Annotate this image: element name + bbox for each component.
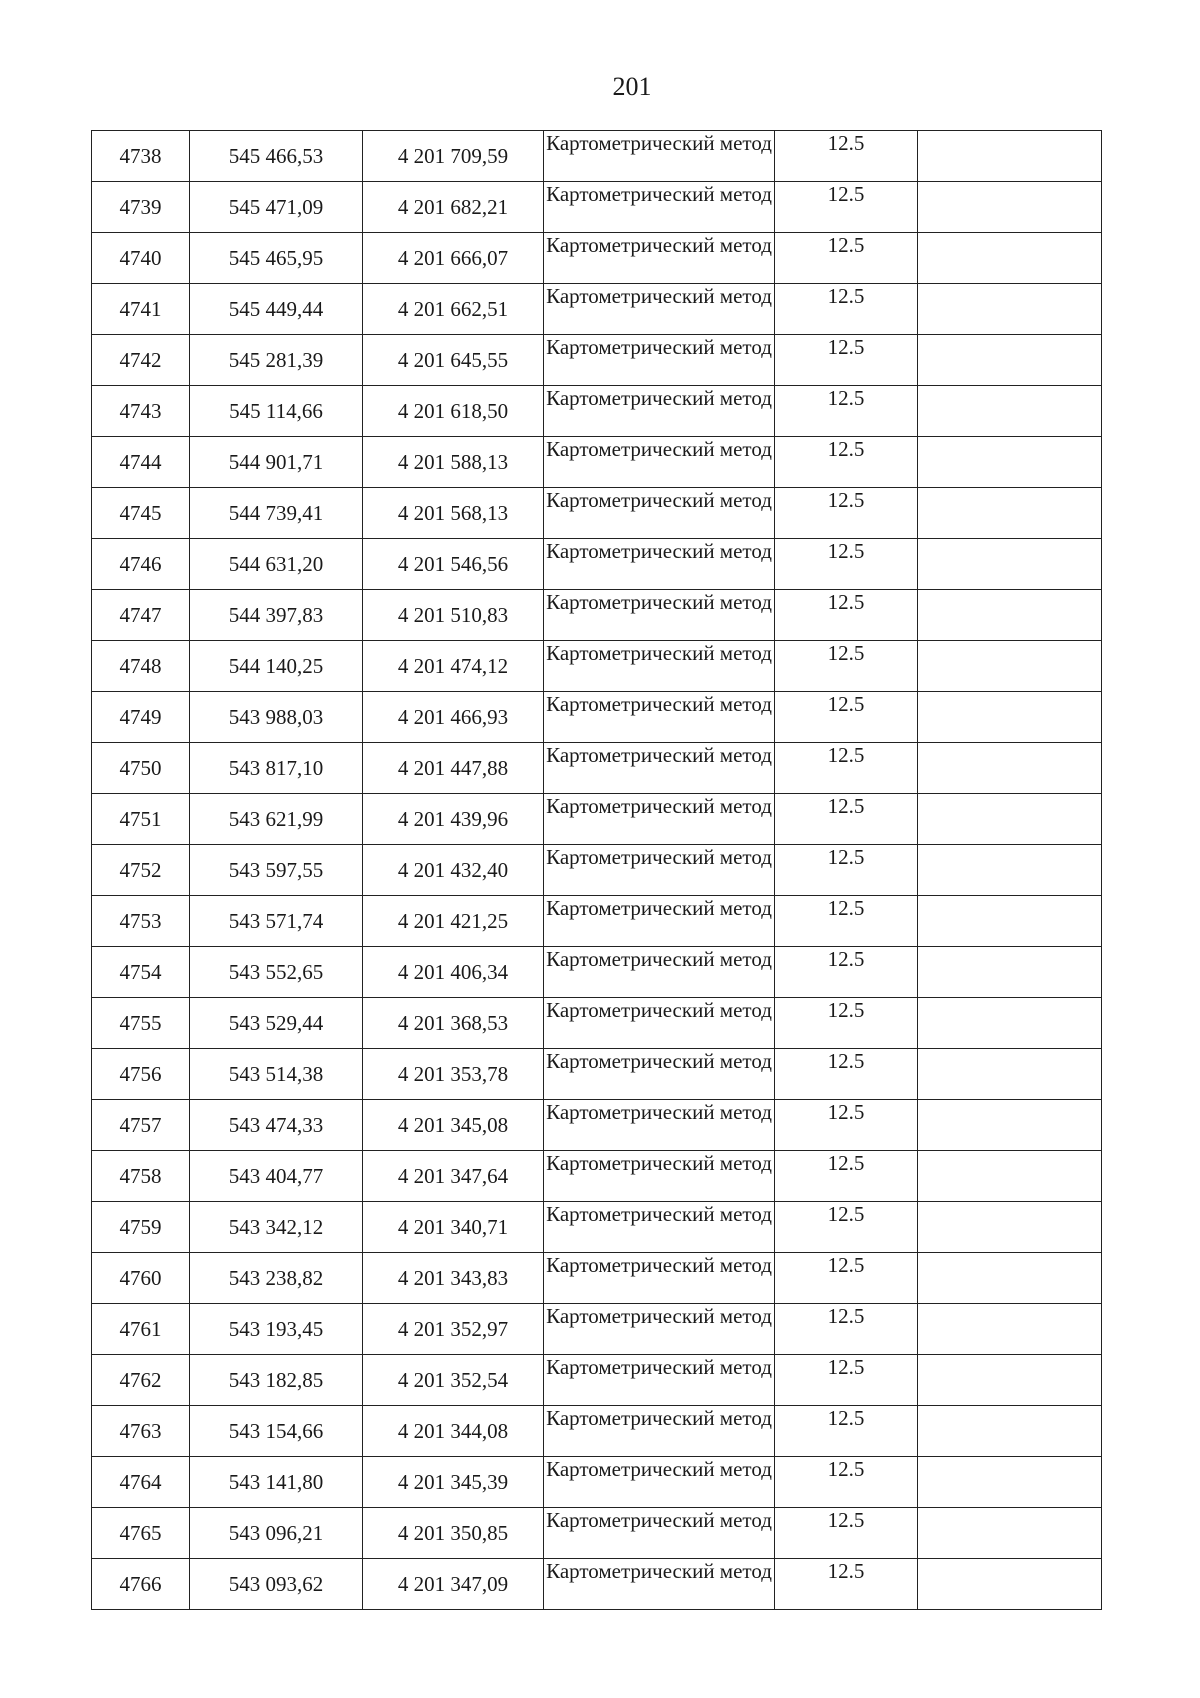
point-number-cell: 4762: [92, 1355, 190, 1406]
accuracy-cell: 12.5: [775, 386, 918, 437]
x-coordinate-cell: 543 817,10: [190, 743, 363, 794]
empty-cell: [918, 1508, 1102, 1559]
method-cell: Картометрический метод: [544, 437, 775, 488]
y-coordinate-cell: 4 201 709,59: [363, 131, 544, 182]
accuracy-cell: 12.5: [775, 1304, 918, 1355]
accuracy-cell: 12.5: [775, 1457, 918, 1508]
empty-cell: [918, 947, 1102, 998]
x-coordinate-cell: 543 342,12: [190, 1202, 363, 1253]
x-coordinate-cell: 544 397,83: [190, 590, 363, 641]
point-number-cell: 4751: [92, 794, 190, 845]
point-number-cell: 4752: [92, 845, 190, 896]
table-row: [92, 1049, 1102, 1100]
x-coordinate-cell: 545 281,39: [190, 335, 363, 386]
y-coordinate-cell: 4 201 406,34: [363, 947, 544, 998]
empty-cell: [918, 1202, 1102, 1253]
x-coordinate-cell: 545 114,66: [190, 386, 363, 437]
table-row: [92, 233, 1102, 284]
point-number-cell: 4739: [92, 182, 190, 233]
point-number-cell: 4763: [92, 1406, 190, 1457]
x-coordinate-cell: 543 514,38: [190, 1049, 363, 1100]
table-row: [92, 488, 1102, 539]
method-cell: Картометрический метод: [544, 590, 775, 641]
point-number-cell: 4738: [92, 131, 190, 182]
point-number-cell: 4754: [92, 947, 190, 998]
point-number-cell: 4749: [92, 692, 190, 743]
accuracy-cell: 12.5: [775, 947, 918, 998]
x-coordinate-cell: 543 597,55: [190, 845, 363, 896]
table-row: [92, 182, 1102, 233]
empty-cell: [918, 539, 1102, 590]
accuracy-cell: 12.5: [775, 1355, 918, 1406]
x-coordinate-cell: 544 140,25: [190, 641, 363, 692]
method-cell: Картометрический метод: [544, 947, 775, 998]
empty-cell: [918, 488, 1102, 539]
y-coordinate-cell: 4 201 368,53: [363, 998, 544, 1049]
y-coordinate-cell: 4 201 347,64: [363, 1151, 544, 1202]
point-number-cell: 4748: [92, 641, 190, 692]
point-number-cell: 4747: [92, 590, 190, 641]
empty-cell: [918, 1406, 1102, 1457]
method-cell: Картометрический метод: [544, 1457, 775, 1508]
table-row: [92, 131, 1102, 182]
empty-cell: [918, 284, 1102, 335]
accuracy-cell: 12.5: [775, 1406, 918, 1457]
x-coordinate-cell: 545 471,09: [190, 182, 363, 233]
method-cell: Картометрический метод: [544, 335, 775, 386]
x-coordinate-cell: 543 529,44: [190, 998, 363, 1049]
method-cell: Картометрический метод: [544, 1100, 775, 1151]
method-cell: Картометрический метод: [544, 998, 775, 1049]
accuracy-cell: 12.5: [775, 539, 918, 590]
point-number-cell: 4746: [92, 539, 190, 590]
table-row: [92, 743, 1102, 794]
point-number-cell: 4761: [92, 1304, 190, 1355]
y-coordinate-cell: 4 201 432,40: [363, 845, 544, 896]
empty-cell: [918, 335, 1102, 386]
method-cell: Картометрический метод: [544, 182, 775, 233]
x-coordinate-cell: 543 093,62: [190, 1559, 363, 1610]
accuracy-cell: 12.5: [775, 692, 918, 743]
accuracy-cell: 12.5: [775, 1151, 918, 1202]
method-cell: Картометрический метод: [544, 386, 775, 437]
method-cell: Картометрический метод: [544, 284, 775, 335]
x-coordinate-cell: 543 474,33: [190, 1100, 363, 1151]
x-coordinate-cell: 545 466,53: [190, 131, 363, 182]
x-coordinate-cell: 545 449,44: [190, 284, 363, 335]
x-coordinate-cell: 543 154,66: [190, 1406, 363, 1457]
method-cell: Картометрический метод: [544, 845, 775, 896]
x-coordinate-cell: 543 988,03: [190, 692, 363, 743]
empty-cell: [918, 692, 1102, 743]
accuracy-cell: 12.5: [775, 641, 918, 692]
empty-cell: [918, 182, 1102, 233]
y-coordinate-cell: 4 201 588,13: [363, 437, 544, 488]
empty-cell: [918, 1049, 1102, 1100]
empty-cell: [918, 998, 1102, 1049]
page-number: 201: [612, 72, 652, 101]
y-coordinate-cell: 4 201 421,25: [363, 896, 544, 947]
accuracy-cell: 12.5: [775, 1202, 918, 1253]
y-coordinate-cell: 4 201 662,51: [363, 284, 544, 335]
accuracy-cell: 12.5: [775, 1100, 918, 1151]
point-number-cell: 4765: [92, 1508, 190, 1559]
y-coordinate-cell: 4 201 645,55: [363, 335, 544, 386]
point-number-cell: 4759: [92, 1202, 190, 1253]
method-cell: Картометрический метод: [544, 539, 775, 590]
point-number-cell: 4740: [92, 233, 190, 284]
empty-cell: [918, 131, 1102, 182]
accuracy-cell: 12.5: [775, 896, 918, 947]
accuracy-cell: 12.5: [775, 845, 918, 896]
x-coordinate-cell: 543 404,77: [190, 1151, 363, 1202]
method-cell: Картометрический метод: [544, 488, 775, 539]
table-row: [92, 1100, 1102, 1151]
table-row: [92, 590, 1102, 641]
y-coordinate-cell: 4 201 510,83: [363, 590, 544, 641]
y-coordinate-cell: 4 201 344,08: [363, 1406, 544, 1457]
table-row: [92, 386, 1102, 437]
method-cell: Картометрический метод: [544, 794, 775, 845]
x-coordinate-cell: 543 238,82: [190, 1253, 363, 1304]
method-cell: Картометрический метод: [544, 1508, 775, 1559]
method-cell: Картометрический метод: [544, 1202, 775, 1253]
table-row: [92, 1202, 1102, 1253]
coordinates-table: [91, 130, 1102, 1610]
x-coordinate-cell: 544 739,41: [190, 488, 363, 539]
x-coordinate-cell: 543 193,45: [190, 1304, 363, 1355]
y-coordinate-cell: 4 201 466,93: [363, 692, 544, 743]
method-cell: Картометрический метод: [544, 1559, 775, 1610]
y-coordinate-cell: 4 201 474,12: [363, 641, 544, 692]
accuracy-cell: 12.5: [775, 1559, 918, 1610]
table-row: [92, 845, 1102, 896]
table-row: [92, 1508, 1102, 1559]
table-row: [92, 1253, 1102, 1304]
empty-cell: [918, 233, 1102, 284]
y-coordinate-cell: 4 201 352,97: [363, 1304, 544, 1355]
point-number-cell: 4764: [92, 1457, 190, 1508]
table-row: [92, 1406, 1102, 1457]
y-coordinate-cell: 4 201 347,09: [363, 1559, 544, 1610]
method-cell: Картометрический метод: [544, 1304, 775, 1355]
point-number-cell: 4744: [92, 437, 190, 488]
y-coordinate-cell: 4 201 568,13: [363, 488, 544, 539]
method-cell: Картометрический метод: [544, 1355, 775, 1406]
table-row: [92, 692, 1102, 743]
method-cell: Картометрический метод: [544, 1406, 775, 1457]
empty-cell: [918, 1100, 1102, 1151]
table-row: [92, 335, 1102, 386]
y-coordinate-cell: 4 201 447,88: [363, 743, 544, 794]
point-number-cell: 4756: [92, 1049, 190, 1100]
empty-cell: [918, 590, 1102, 641]
table-row: [92, 1355, 1102, 1406]
accuracy-cell: 12.5: [775, 131, 918, 182]
accuracy-cell: 12.5: [775, 1508, 918, 1559]
point-number-cell: 4760: [92, 1253, 190, 1304]
table-row: [92, 641, 1102, 692]
method-cell: Картометрический метод: [544, 1253, 775, 1304]
y-coordinate-cell: 4 201 682,21: [363, 182, 544, 233]
empty-cell: [918, 641, 1102, 692]
table-row: [92, 896, 1102, 947]
point-number-cell: 4753: [92, 896, 190, 947]
point-number-cell: 4755: [92, 998, 190, 1049]
accuracy-cell: 12.5: [775, 182, 918, 233]
y-coordinate-cell: 4 201 343,83: [363, 1253, 544, 1304]
coordinates-table-body: [92, 131, 1102, 1610]
empty-cell: [918, 1304, 1102, 1355]
method-cell: Картометрический метод: [544, 896, 775, 947]
y-coordinate-cell: 4 201 340,71: [363, 1202, 544, 1253]
x-coordinate-cell: 543 571,74: [190, 896, 363, 947]
method-cell: Картометрический метод: [544, 1151, 775, 1202]
empty-cell: [918, 845, 1102, 896]
table-row: [92, 998, 1102, 1049]
point-number-cell: 4758: [92, 1151, 190, 1202]
empty-cell: [918, 1253, 1102, 1304]
accuracy-cell: 12.5: [775, 233, 918, 284]
y-coordinate-cell: 4 201 352,54: [363, 1355, 544, 1406]
x-coordinate-cell: 543 182,85: [190, 1355, 363, 1406]
point-number-cell: 4745: [92, 488, 190, 539]
empty-cell: [918, 386, 1102, 437]
accuracy-cell: 12.5: [775, 437, 918, 488]
y-coordinate-cell: 4 201 439,96: [363, 794, 544, 845]
point-number-cell: 4766: [92, 1559, 190, 1610]
table-row: [92, 1151, 1102, 1202]
y-coordinate-cell: 4 201 345,08: [363, 1100, 544, 1151]
empty-cell: [918, 1457, 1102, 1508]
y-coordinate-cell: 4 201 353,78: [363, 1049, 544, 1100]
point-number-cell: 4743: [92, 386, 190, 437]
accuracy-cell: 12.5: [775, 335, 918, 386]
table-row: [92, 437, 1102, 488]
accuracy-cell: 12.5: [775, 1049, 918, 1100]
method-cell: Картометрический метод: [544, 692, 775, 743]
y-coordinate-cell: 4 201 666,07: [363, 233, 544, 284]
method-cell: Картометрический метод: [544, 233, 775, 284]
empty-cell: [918, 896, 1102, 947]
y-coordinate-cell: 4 201 345,39: [363, 1457, 544, 1508]
point-number-cell: 4750: [92, 743, 190, 794]
accuracy-cell: 12.5: [775, 743, 918, 794]
x-coordinate-cell: 543 552,65: [190, 947, 363, 998]
empty-cell: [918, 437, 1102, 488]
point-number-cell: 4742: [92, 335, 190, 386]
point-number-cell: 4757: [92, 1100, 190, 1151]
table-row: [92, 794, 1102, 845]
table-row: [92, 1559, 1102, 1610]
table-row: [92, 947, 1102, 998]
empty-cell: [918, 1355, 1102, 1406]
accuracy-cell: 12.5: [775, 794, 918, 845]
method-cell: Картометрический метод: [544, 641, 775, 692]
point-number-cell: 4741: [92, 284, 190, 335]
x-coordinate-cell: 543 141,80: [190, 1457, 363, 1508]
method-cell: Картометрический метод: [544, 743, 775, 794]
y-coordinate-cell: 4 201 618,50: [363, 386, 544, 437]
empty-cell: [918, 1151, 1102, 1202]
accuracy-cell: 12.5: [775, 488, 918, 539]
accuracy-cell: 12.5: [775, 284, 918, 335]
empty-cell: [918, 1559, 1102, 1610]
table-row: [92, 1457, 1102, 1508]
table-row: [92, 539, 1102, 590]
y-coordinate-cell: 4 201 546,56: [363, 539, 544, 590]
x-coordinate-cell: 544 901,71: [190, 437, 363, 488]
method-cell: Картометрический метод: [544, 1049, 775, 1100]
empty-cell: [918, 743, 1102, 794]
x-coordinate-cell: 545 465,95: [190, 233, 363, 284]
accuracy-cell: 12.5: [775, 998, 918, 1049]
x-coordinate-cell: 544 631,20: [190, 539, 363, 590]
table-row: [92, 284, 1102, 335]
y-coordinate-cell: 4 201 350,85: [363, 1508, 544, 1559]
method-cell: Картометрический метод: [544, 131, 775, 182]
accuracy-cell: 12.5: [775, 1253, 918, 1304]
accuracy-cell: 12.5: [775, 590, 918, 641]
x-coordinate-cell: 543 096,21: [190, 1508, 363, 1559]
table-row: [92, 1304, 1102, 1355]
x-coordinate-cell: 543 621,99: [190, 794, 363, 845]
empty-cell: [918, 794, 1102, 845]
